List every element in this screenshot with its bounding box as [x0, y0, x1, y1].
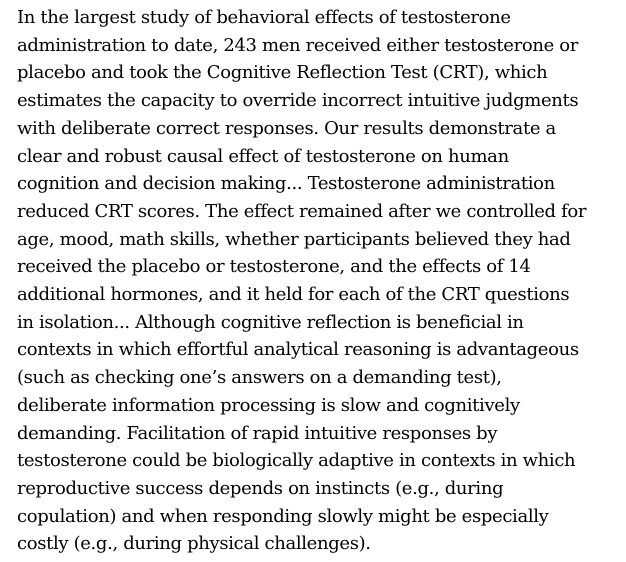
text-line-4: estimates the capacity to override incorrect intuitive judgments	[17, 90, 579, 112]
quote-paragraph	[17, 4, 616, 558]
text-line-13: contexts in which effortful analytical reasoning is advantageous	[17, 339, 579, 361]
text-line-11: additional hormones, and it held for each of the CRT questions	[17, 284, 570, 306]
text-line-5: with deliberate correct responses. Our results demonstrate a	[17, 117, 556, 139]
text-line-18: reproductive success depends on instincts (e.g., during	[17, 477, 504, 499]
text-line-12: in isolation... Although cognitive reflection is beneficial in	[17, 311, 524, 333]
text-line-8: reduced CRT scores. The effect remained after we controlled for	[17, 200, 587, 222]
text-line-14: (such as checking one’s answers on a demanding test),	[17, 367, 502, 389]
text-line-19: copulation) and when responding slowly might be especially	[17, 505, 549, 527]
text-line-17: testosterone could be biologically adaptive in contexts in which	[17, 450, 576, 472]
text-line-10: received the placebo or testosterone, and the effects of 14	[17, 256, 531, 278]
text-line-2: administration to date, 243 men received either testosterone or	[17, 34, 579, 56]
text-line-15: deliberate information processing is slow and cognitively	[17, 394, 520, 416]
text-line-20: costly (e.g., during physical challenges).	[17, 533, 371, 555]
text-line-1: In the largest study of behavioral effects of testosterone	[17, 7, 511, 28]
text-line-16: demanding. Facilitation of rapid intuitive responses by	[17, 422, 498, 444]
text-line-6: clear and robust causal effect of testosterone on human	[17, 145, 509, 167]
text-line-3: placebo and took the Cognitive Reflection Test (CRT), which	[17, 62, 548, 84]
text-line-9: age, mood, math skills, whether participants believed they had	[17, 228, 571, 250]
text-line-7: cognition and decision making... Testosterone administration	[17, 173, 555, 195]
